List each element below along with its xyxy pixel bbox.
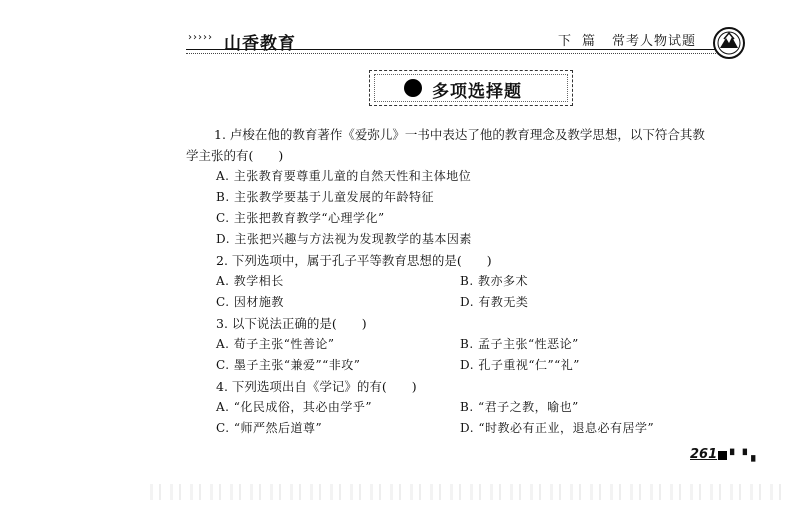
page-number: 261: [690, 447, 718, 462]
header-dots: ›››››: [188, 32, 213, 43]
scan-noise: [150, 484, 790, 500]
question-4-option-a: A. “化民成俗，其必由学乎”: [216, 400, 373, 414]
question-2-stem: 2. 下列选项中，属于孔子平等教育思想的是( ): [216, 253, 492, 268]
section-heading: [558, 30, 696, 49]
question-1-option-c: C. 主张把教育教学“心理学化”: [216, 211, 385, 225]
question-3-option-a: A. 荀子主张“性善论”: [216, 337, 335, 351]
header-dotted-rule: [186, 53, 716, 54]
section-name: 篇: [582, 34, 597, 49]
question-4-option-c: C. “师严然后道尊”: [216, 421, 323, 435]
question-2-option-c: C. 因材施教: [216, 295, 284, 309]
question-3-option-d: D. 孔子重视“仁”“礼”: [460, 358, 580, 372]
question-2-option-a: A. 教学相长: [216, 274, 284, 288]
page-number-decoration-icon: ▘▝▗: [730, 449, 756, 462]
question-1-option-a: A. 主张教育要尊重儿童的自然天性和主体地位: [216, 169, 472, 183]
publisher-logo: [712, 26, 746, 60]
question-4-stem: 4. 下列选项出自《学记》的有( ): [216, 379, 417, 394]
question-1-stem-cont: 学主张的有( ): [186, 148, 284, 163]
question-list: [186, 124, 746, 439]
section-box-title: 多项选择题: [432, 82, 522, 102]
section-title-box: [369, 70, 573, 106]
question-2-option-d: D. 有教无类: [460, 295, 529, 309]
section-title: 常考人物试题: [612, 34, 697, 49]
brand-name: 山香教育: [224, 34, 296, 54]
header-rule: [186, 49, 716, 50]
question-4-option-d: D. “时教必有正业，退息必有居学”: [460, 421, 655, 435]
question-4-option-b: B. “君子之教，喻也”: [460, 400, 579, 414]
question-1-option-b: B. 主张教学要基于儿童发展的年龄特征: [216, 190, 434, 204]
question-3-option-b: B. 孟子主张“性恶论”: [460, 337, 579, 351]
question-2-option-b: B. 教亦多术: [460, 274, 528, 288]
section-part: 下: [558, 34, 573, 49]
page-number-mark: [718, 451, 727, 460]
bullet-icon: [404, 79, 422, 97]
question-1-stem: 1. 卢梭在他的教育著作《爱弥儿》一书中表达了他的教育理念及教学思想，以下符合其教: [214, 127, 705, 142]
question-3-stem: 3. 以下说法正确的是( ): [216, 316, 367, 331]
question-1-option-d: D. 主张把兴趣与方法视为发现教学的基本因素: [216, 232, 472, 246]
page-header: [188, 28, 716, 54]
question-3-option-c: C. 墨子主张“兼爱”“非攻”: [216, 358, 361, 372]
